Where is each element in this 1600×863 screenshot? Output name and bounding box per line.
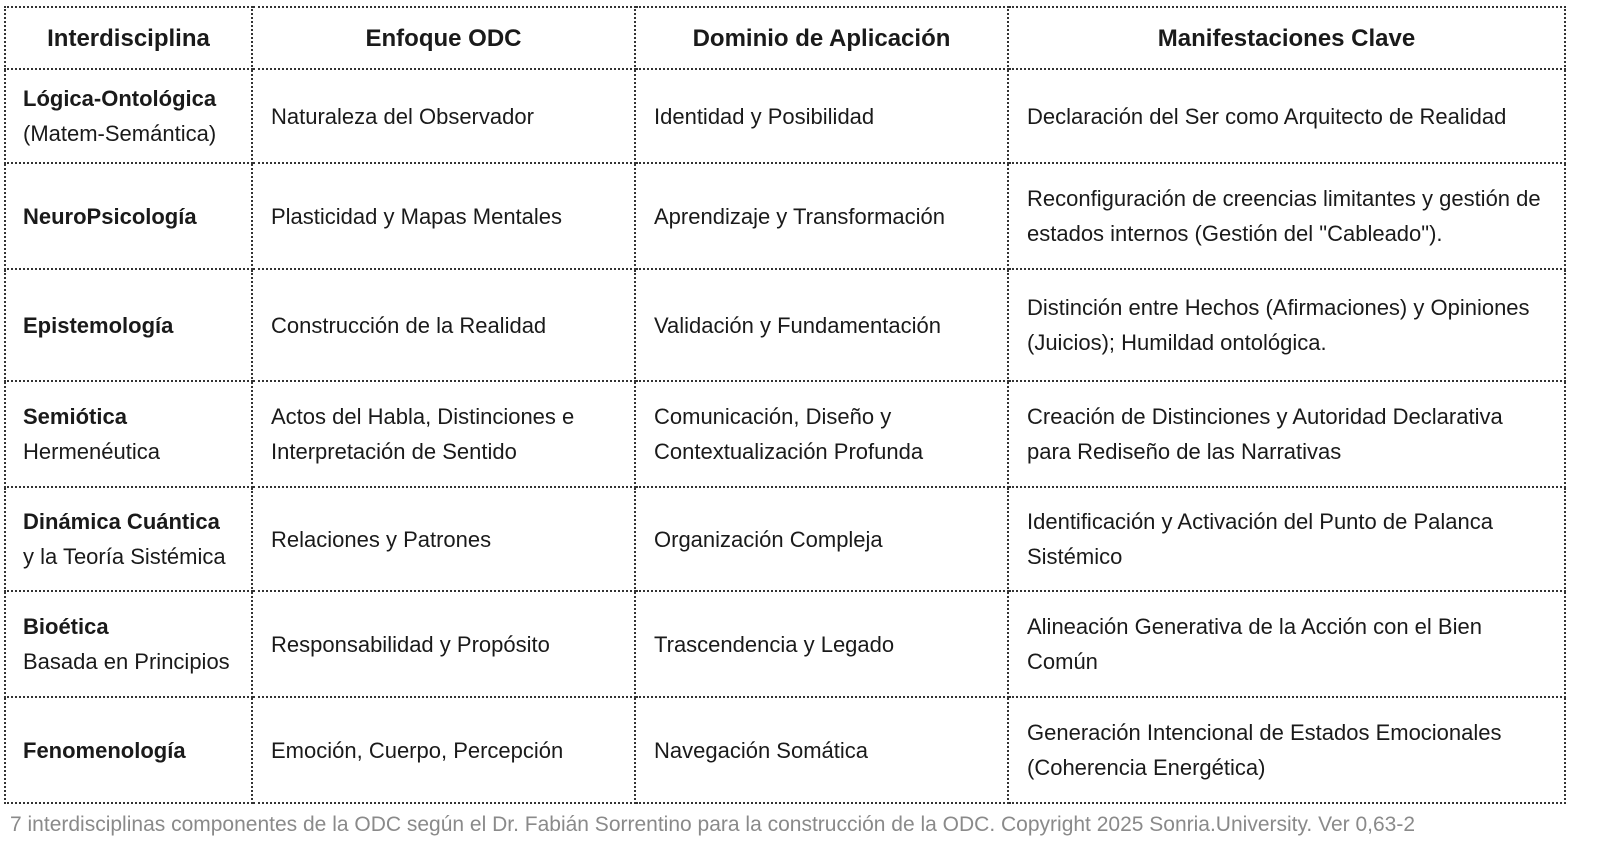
manifestaciones-cell: Creación de Distinciones y Autoridad Declarativa para Rediseño de las Narrativas — [1008, 381, 1565, 487]
table-row — [5, 697, 1565, 803]
interdisciplina-subtitle: Basada en Principios — [23, 649, 230, 674]
interdisciplina-name: Lógica-Ontológica — [23, 86, 217, 111]
table-header-row — [5, 7, 1565, 69]
table-row — [5, 381, 1565, 487]
enfoque-cell: Responsabilidad y Propósito — [252, 591, 635, 697]
enfoque-cell: Naturaleza del Observador — [252, 69, 635, 163]
table-row — [5, 591, 1565, 697]
interdisciplinas-table — [4, 6, 1566, 804]
manifestaciones-cell: Alineación Generativa de la Acción con el Bien Común — [1008, 591, 1565, 697]
dominio-cell: Trascendencia y Legado — [635, 591, 1008, 697]
manifestaciones-cell: Generación Intencional de Estados Emocionales (Coherencia Energética) — [1008, 697, 1565, 803]
interdisciplina-subtitle: Hermenéutica — [23, 439, 160, 464]
header-dominio: Dominio de Aplicación — [635, 7, 1008, 69]
interdisciplina-name: Dinámica Cuántica — [23, 509, 220, 534]
enfoque-cell: Construcción de la Realidad — [252, 269, 635, 381]
header-interdisciplina: Interdisciplina — [5, 7, 252, 69]
dominio-cell: Identidad y Posibilidad — [635, 69, 1008, 163]
header-enfoque: Enfoque ODC — [252, 7, 635, 69]
interdisciplina-name: Bioética — [23, 614, 109, 639]
dominio-cell: Organización Compleja — [635, 487, 1008, 591]
manifestaciones-cell: Reconfiguración de creencias limitantes y gestión de estados internos (Gestión del "Cableado"). — [1008, 163, 1565, 269]
enfoque-cell: Emoción, Cuerpo, Percepción — [252, 697, 635, 803]
enfoque-cell: Relaciones y Patrones — [252, 487, 635, 591]
header-manifestaciones: Manifestaciones Clave — [1008, 7, 1565, 69]
interdisciplina-cell — [5, 697, 252, 803]
manifestaciones-cell: Declaración del Ser como Arquitecto de Realidad — [1008, 69, 1565, 163]
table-row — [5, 163, 1565, 269]
interdisciplina-name: Epistemología — [23, 312, 174, 338]
interdisciplina-cell — [5, 381, 252, 487]
interdisciplina-subtitle: (Matem-Semántica) — [23, 121, 217, 146]
interdisciplina-cell — [5, 269, 252, 381]
interdisciplina-cell — [5, 163, 252, 269]
enfoque-cell: Actos del Habla, Distinciones e Interpretación de Sentido — [252, 381, 635, 487]
interdisciplinas-table-container — [4, 6, 1564, 804]
manifestaciones-cell: Distinción entre Hechos (Afirmaciones) y Opiniones (Juicios); Humildad ontológica. — [1008, 269, 1565, 381]
interdisciplina-subtitle: y la Teoría Sistémica — [23, 544, 226, 569]
table-row — [5, 69, 1565, 163]
dominio-cell: Validación y Fundamentación — [635, 269, 1008, 381]
interdisciplina-name: Semiótica — [23, 404, 127, 429]
enfoque-cell: Plasticidad y Mapas Mentales — [252, 163, 635, 269]
dominio-cell: Aprendizaje y Transformación — [635, 163, 1008, 269]
dominio-cell: Comunicación, Diseño y Contextualización Profunda — [635, 381, 1008, 487]
interdisciplina-cell — [5, 591, 252, 697]
interdisciplina-name: NeuroPsicología — [23, 203, 197, 229]
interdisciplina-cell — [5, 69, 252, 163]
interdisciplina-cell — [5, 487, 252, 591]
interdisciplina-name: Fenomenología — [23, 737, 186, 763]
figure-caption: 7 interdisciplinas componentes de la ODC según el Dr. Fabián Sorrentino para la construcción de la ODC. Copyright 2025 Sonria.University. Ver 0,63-2 — [10, 813, 1416, 836]
dominio-cell: Navegación Somática — [635, 697, 1008, 803]
table-row — [5, 269, 1565, 381]
table-row — [5, 487, 1565, 591]
manifestaciones-cell: Identificación y Activación del Punto de Palanca Sistémico — [1008, 487, 1565, 591]
